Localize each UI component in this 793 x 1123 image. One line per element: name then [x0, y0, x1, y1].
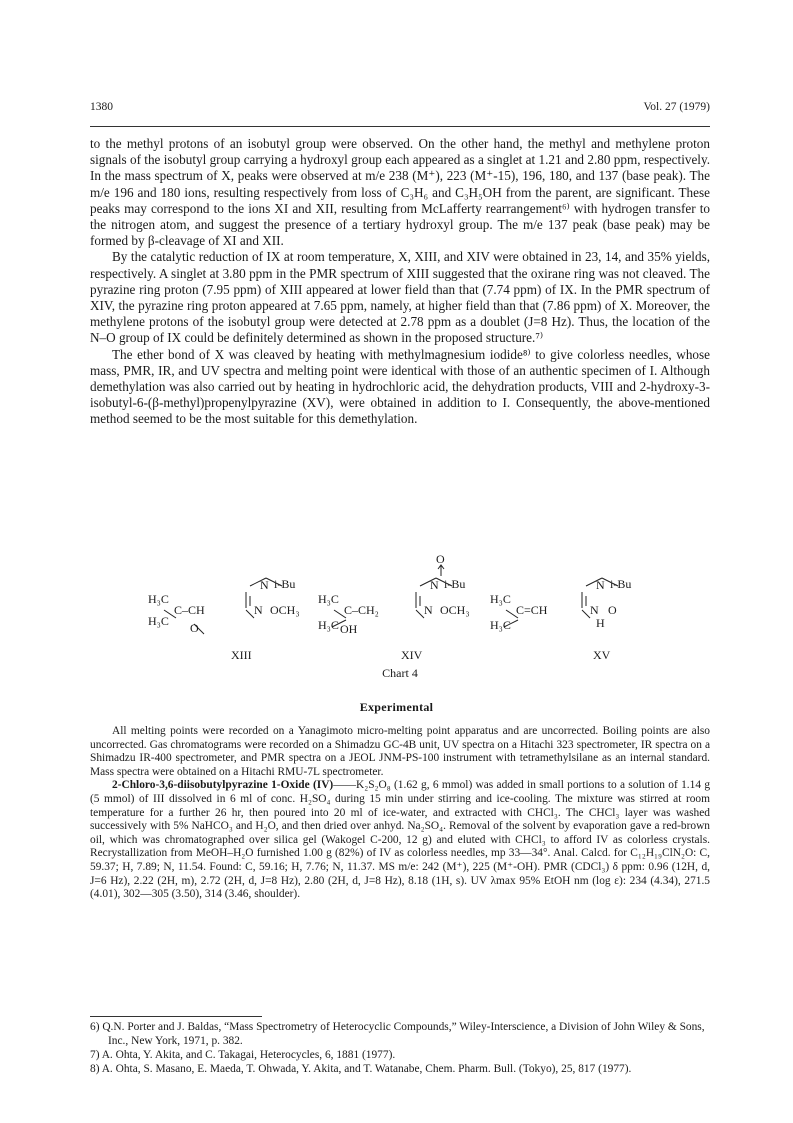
footnote-6: 6) Q.N. Porter and J. Baldas, “Mass Spectrometry of Heterocyclic Compounds,” Wiley-Interscience, a Division of John Wiley & Sons, Inc., New York, 1971, p. 382.: [90, 1021, 705, 1047]
linker: C–CH: [174, 603, 205, 617]
nitrogen-substituent: i-Bu: [444, 577, 466, 591]
bridge-group: H: [596, 616, 605, 630]
chart-4-structures: [90, 548, 710, 678]
linker: C=CH: [516, 603, 548, 617]
header-rule: [90, 126, 710, 127]
bridge-group: OH: [340, 622, 358, 636]
ring-substituent: OCH₃: [270, 603, 300, 617]
compound-label: XV: [593, 648, 611, 662]
volume-label: Vol. 27 (1979): [643, 101, 710, 113]
compound-text: ——K₂S₂O₈ (1.62 g, 6 mmol) was added in small portions to a solution of 1.14 g (5 mmol) of III dissolved in 6 ml of conc. H₂SO₄ during 15 min under stirring and ice-cooling. The mixture was stirred at room temperature for a further 26 hr, then poured into 20 ml of ice-water, and extracted with CHCl₃. The CHCl₃ layer was washed successively with 5% NaHCO₃ and H₂O, and then dried over anhyd. Na₂SO₄. Removal of the solvent by evaporation gave a red-brown oil, which was chromatographed over silica gel (Wakogel C-200, 12 g) and eluted with CHCl₃ to afford IV as colorless crystals. Recrystallization from MeOH–H₂O furnished 1.00 g (82%) of IV as colorless needles, mp 33—34°. Anal. Calcd. for C₁₂H₁₉ClN₂O: C, 59.37; H, 7.89; N, 11.54. Found: C, 59.16; H, 7.76; N, 11.37. MS m/e: 242 (M⁺), 225 (M⁺-OH). PMR (CDCl₃) δ ppm: 0.96 (12H, d, J=6 Hz), 2.22 (2H, m), 2.72 (2H, d, J=8 Hz), 2.80 (2H, d, J=8 Hz), 8.18 (1H, s). UV λmax 95% EtOH nm (log ε): 234 (4.34), 271.5 (4.01), 302—305 (3.50), 314 (3.46, shoulder).: [90, 779, 711, 901]
paragraph-1: to the methyl protons of an isobutyl group were observed. On the other hand, the methyl and methylene proton signals of the isobutyl group carrying a hydroxyl group each appeared as a singlet at 1.21 and 2.80 ppm, respectively. In the mass spectrum of X, peaks were observed at m/e 238 (M⁺), 223 (M⁺-15), 196, 180, and 137 (base peak). The m/e 196 and 180 ions, resulting respectively from loss of C₃H₆ and C₃H₅OH from the parent, are significant. These peaks may correspond to the ions XI and XII, resulting from McLafferty rearrangement⁶⁾ with hydrogen transfer to the nitrogen atom, and suggest the presence of a tertiary hydroxyl group. The m/e 137 peak (base peak) may be formed by β-cleavage of XI and XII.: [90, 136, 710, 249]
paragraph-2: By the catalytic reduction of IX at room temperature, X, XIII, and XIV were obtained in 23, 14, and 35% yields, respectively. A singlet at 3.80 ppm in the PMR spectrum of XIII suggested that the oxirane ring was not cleaved. The pyrazine ring proton (7.95 ppm) of XIII appeared at lower field than that (7.74 ppm) of IX. In the PMR spectrum of XIV, the pyrazine ring proton appeared at 7.65 ppm, namely, at higher field than that (7.86 ppm) of X. Moreover, the methylene protons of the isobutyl group were detected at 2.78 ppm as a doublet (J=8 Hz). Thus, the location of the N–O group of IX could be definitely determined as shown in the proposed structure.⁷⁾: [90, 249, 710, 346]
ring-substituent: O: [608, 603, 617, 617]
compound-paragraph: [90, 779, 710, 901]
ring-n-atom: N: [430, 578, 439, 592]
methyl-group-2: H₃C: [490, 618, 511, 632]
page-header: [90, 101, 710, 117]
chart-title: Chart 4: [382, 666, 418, 680]
ring-n-atom: N: [596, 578, 605, 592]
compound-label: XIII: [231, 648, 252, 662]
compound-heading: 2-Chloro-3,6-diisobutylpyrazine 1-Oxide (IV): [112, 779, 334, 792]
footnote-7: 7) A. Ohta, Y. Akita, and C. Takagai, Heterocycles, 6, 1881 (1977).: [90, 1049, 396, 1061]
ring-n-atom: N: [590, 603, 599, 617]
methyl-group-1: H₃C: [148, 592, 169, 606]
methyl-group-1: H₃C: [490, 592, 511, 606]
footnote-rule: [90, 1016, 262, 1017]
footnote-8: 8) A. Ohta, S. Masano, E. Maeda, T. Ohwada, Y. Akita, and T. Watanabe, Chem. Pharm. Bull. (Tokyo), 25, 817 (1977).: [90, 1063, 632, 1075]
ring-substituent: OCH₃: [440, 603, 470, 617]
ring-n-atom: N: [254, 603, 263, 617]
nitrogen-substituent: i-Bu: [274, 577, 296, 591]
ring-n-atom: N: [424, 603, 433, 617]
compound-label: XIV: [401, 648, 423, 662]
methyl-group-1: H₃C: [318, 592, 339, 606]
general-methods: All melting points were recorded on a Yanagimoto micro-melting point apparatus and are uncorrected. Boiling points are also uncorrected. Gas chromatograms were recorded on a Shimadzu GC-4B unit, UV spectra on a Hitachi 323 spectrometer, IR spectra on a Shimadzu IR-400 spectrometer, and PMR spectra on a JEOL JNM-PS-100 instrument with tetramethylsilane as an internal standard. Mass spectra were obtained on a Hitachi RMU-7L spectrometer.: [90, 725, 710, 778]
main-text: [90, 136, 710, 428]
nitrogen-substituent: i-Bu: [610, 577, 632, 591]
methyl-group-2: H₃C: [148, 614, 169, 628]
bridge-group: O: [190, 621, 199, 635]
linker: C–CH₂: [344, 603, 379, 617]
experimental-section: [90, 725, 710, 902]
methyl-group-2: H₃C: [318, 618, 339, 632]
page-number: 1380: [90, 101, 113, 113]
section-heading: Experimental: [359, 700, 434, 714]
paragraph-3: The ether bond of X was cleaved by heating with methylmagnesium iodide⁸⁾ to give colorless needles, whose mass, PMR, IR, and UV spectra and melting point were identical with those of an authentic specimen of I. Although demethylation was also carried out by heating in hydrochloric acid, the dehydration products, VIII and 2-hydroxy-3-isobutyl-6-(β-methyl)propenylpyrazine (XV), were obtained in addition to I. Consequently, the above-mentioned method seemed to be the most suitable for this demethylation.: [90, 346, 710, 427]
n-oxide-atom: O: [436, 552, 445, 566]
footnotes: [90, 1020, 710, 1076]
ring-n-atom: N: [260, 578, 269, 592]
